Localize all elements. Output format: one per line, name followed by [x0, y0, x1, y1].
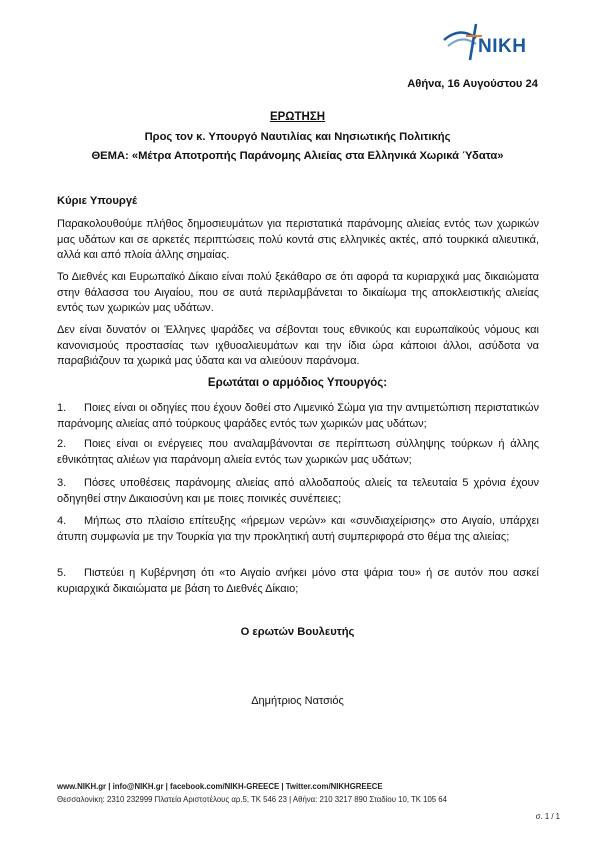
question-number: 3.	[57, 477, 67, 489]
paragraph: Παρακολουθούμε πλήθος δημοσιευμάτων για περιστατικά παράνομης αλιείας εντός των χωρικών μας υδάτων και σε αρκετές περιπτώσεις πολύ κοντά στις ελληνικές ακτές, από τουρκικά αλιευτικά, αλλά και από πλοία άλλης σημαίας.	[57, 218, 539, 262]
document-title: ΕΡΩΤΗΣΗ	[269, 111, 326, 123]
question-item	[57, 514, 539, 545]
question-text: Ποιες είναι οι οδηγίες που έχουν δοθεί στο Λιμενικό Σώμα για την αντιμετώπιση περιστατικών παράνομης αλιείας από τούρκους ψαράδες εντός των χωρικών μας υδάτων;	[57, 402, 539, 430]
footer-addresses: Θεσσαλονίκη: 2310 232999 Πλατεία Αριστοτέλους αρ.5, ΤΚ 546 23 | Αθήνα: 210 3217 890 Σταδίου 10, ΤΚ 105 64	[57, 795, 447, 804]
question-item	[57, 566, 539, 597]
question-text: Πιστεύει η Κυβέρνηση ότι «το Αιγαίο ανήκει μόνο στα ψάρια του» ή σε αυτόν που ασκεί κυριαρχικά δικαιώματα με βάση το Διεθνές Δίκαιο;	[57, 567, 539, 595]
document-date: Αθήνα, 16 Αυγούστου 24	[407, 78, 538, 90]
footer-links: www.NIKH.gr | info@NIKH.gr | facebook.com/NIKH-GREECE | Twitter.com/NIKHGREECE	[57, 782, 383, 791]
question-number: 4.	[57, 515, 67, 527]
question-item	[57, 401, 539, 432]
question-item	[57, 437, 539, 468]
question-number: 1.	[57, 402, 67, 414]
logo-text: NIKH	[478, 36, 527, 57]
page-number: σ. 1 / 1	[535, 812, 560, 821]
question-number: 5.	[57, 567, 67, 579]
question-heading: Ερωτάται ο αρμόδιος Υπουργός:	[207, 377, 388, 389]
closing-title: Ο ερωτών Βουλευτής	[240, 626, 355, 638]
question-text: Μήπως στο πλαίσιο επίτευξης «ήρεμων νερών» και «συνδιαχείρισης» στο Αιγαίο, υπάρχει άτυπη συμφωνία με την Τουρκία για την προκλητική αυτή συμπεριφορά στο θέμα της αλιείας;	[57, 515, 539, 543]
question-item	[57, 476, 539, 507]
question-number: 2.	[57, 438, 67, 450]
question-text: Ποιες είναι οι ενέργειες που αναλαμβάνονται σε περίπτωση σύλληψης τούρκων ή άλλης εθνικότητας αλιέων για παράνομη αλιεία εντός των χωρικών μας υδάτων;	[57, 438, 539, 466]
salutation: Κύριε Υπουργέ	[57, 195, 138, 207]
document-recipient: Προς τον κ. Υπουργό Ναυτιλίας και Νησιωτικής Πολιτικής	[144, 131, 451, 143]
paragraph: Δεν είναι δυνατόν οι Έλληνες ψαράδες να σέβονται τους εθνικούς και ευρωπαϊκούς νόμους και κανονισμούς προστασίας των ιχθυοαλιευμάτων και την ίδια ώρα κάποιοι άλλοι, ασύδοτα να παραβιάζουν τα χωρικά μας ύδατα και να αλιεύουν παράνομα.	[57, 324, 539, 368]
question-text: Πόσες υποθέσεις παράνομης αλιείας από αλλοδαπούς αλιείς τα τελευταία 5 χρόνια έχουν οδηγηθεί στην Δικαιοσύνη και με ποιες ποινικές συνέπειες;	[57, 477, 539, 505]
document-subject: ΘΕΜΑ: «Μέτρα Αποτροπής Παράνομης Αλιείας στα Ελληνικά Χωρικά Ύδατα»	[91, 150, 504, 162]
signatory-name: Δημήτριος Νατσιός	[251, 695, 344, 707]
paragraph: Το Διεθνές και Ευρωπαϊκό Δίκαιο είναι πολύ ξεκάθαρο σε ότι αφορά τα κυριαρχικά μας δικαιώματα στην θάλασσα του Αιγαίου, που σε αυτά περιλαμβάνεται το δικαίωμα της αποκλειστικής αλιείας εντός των χωρικών μας υδάτων.	[57, 271, 539, 315]
